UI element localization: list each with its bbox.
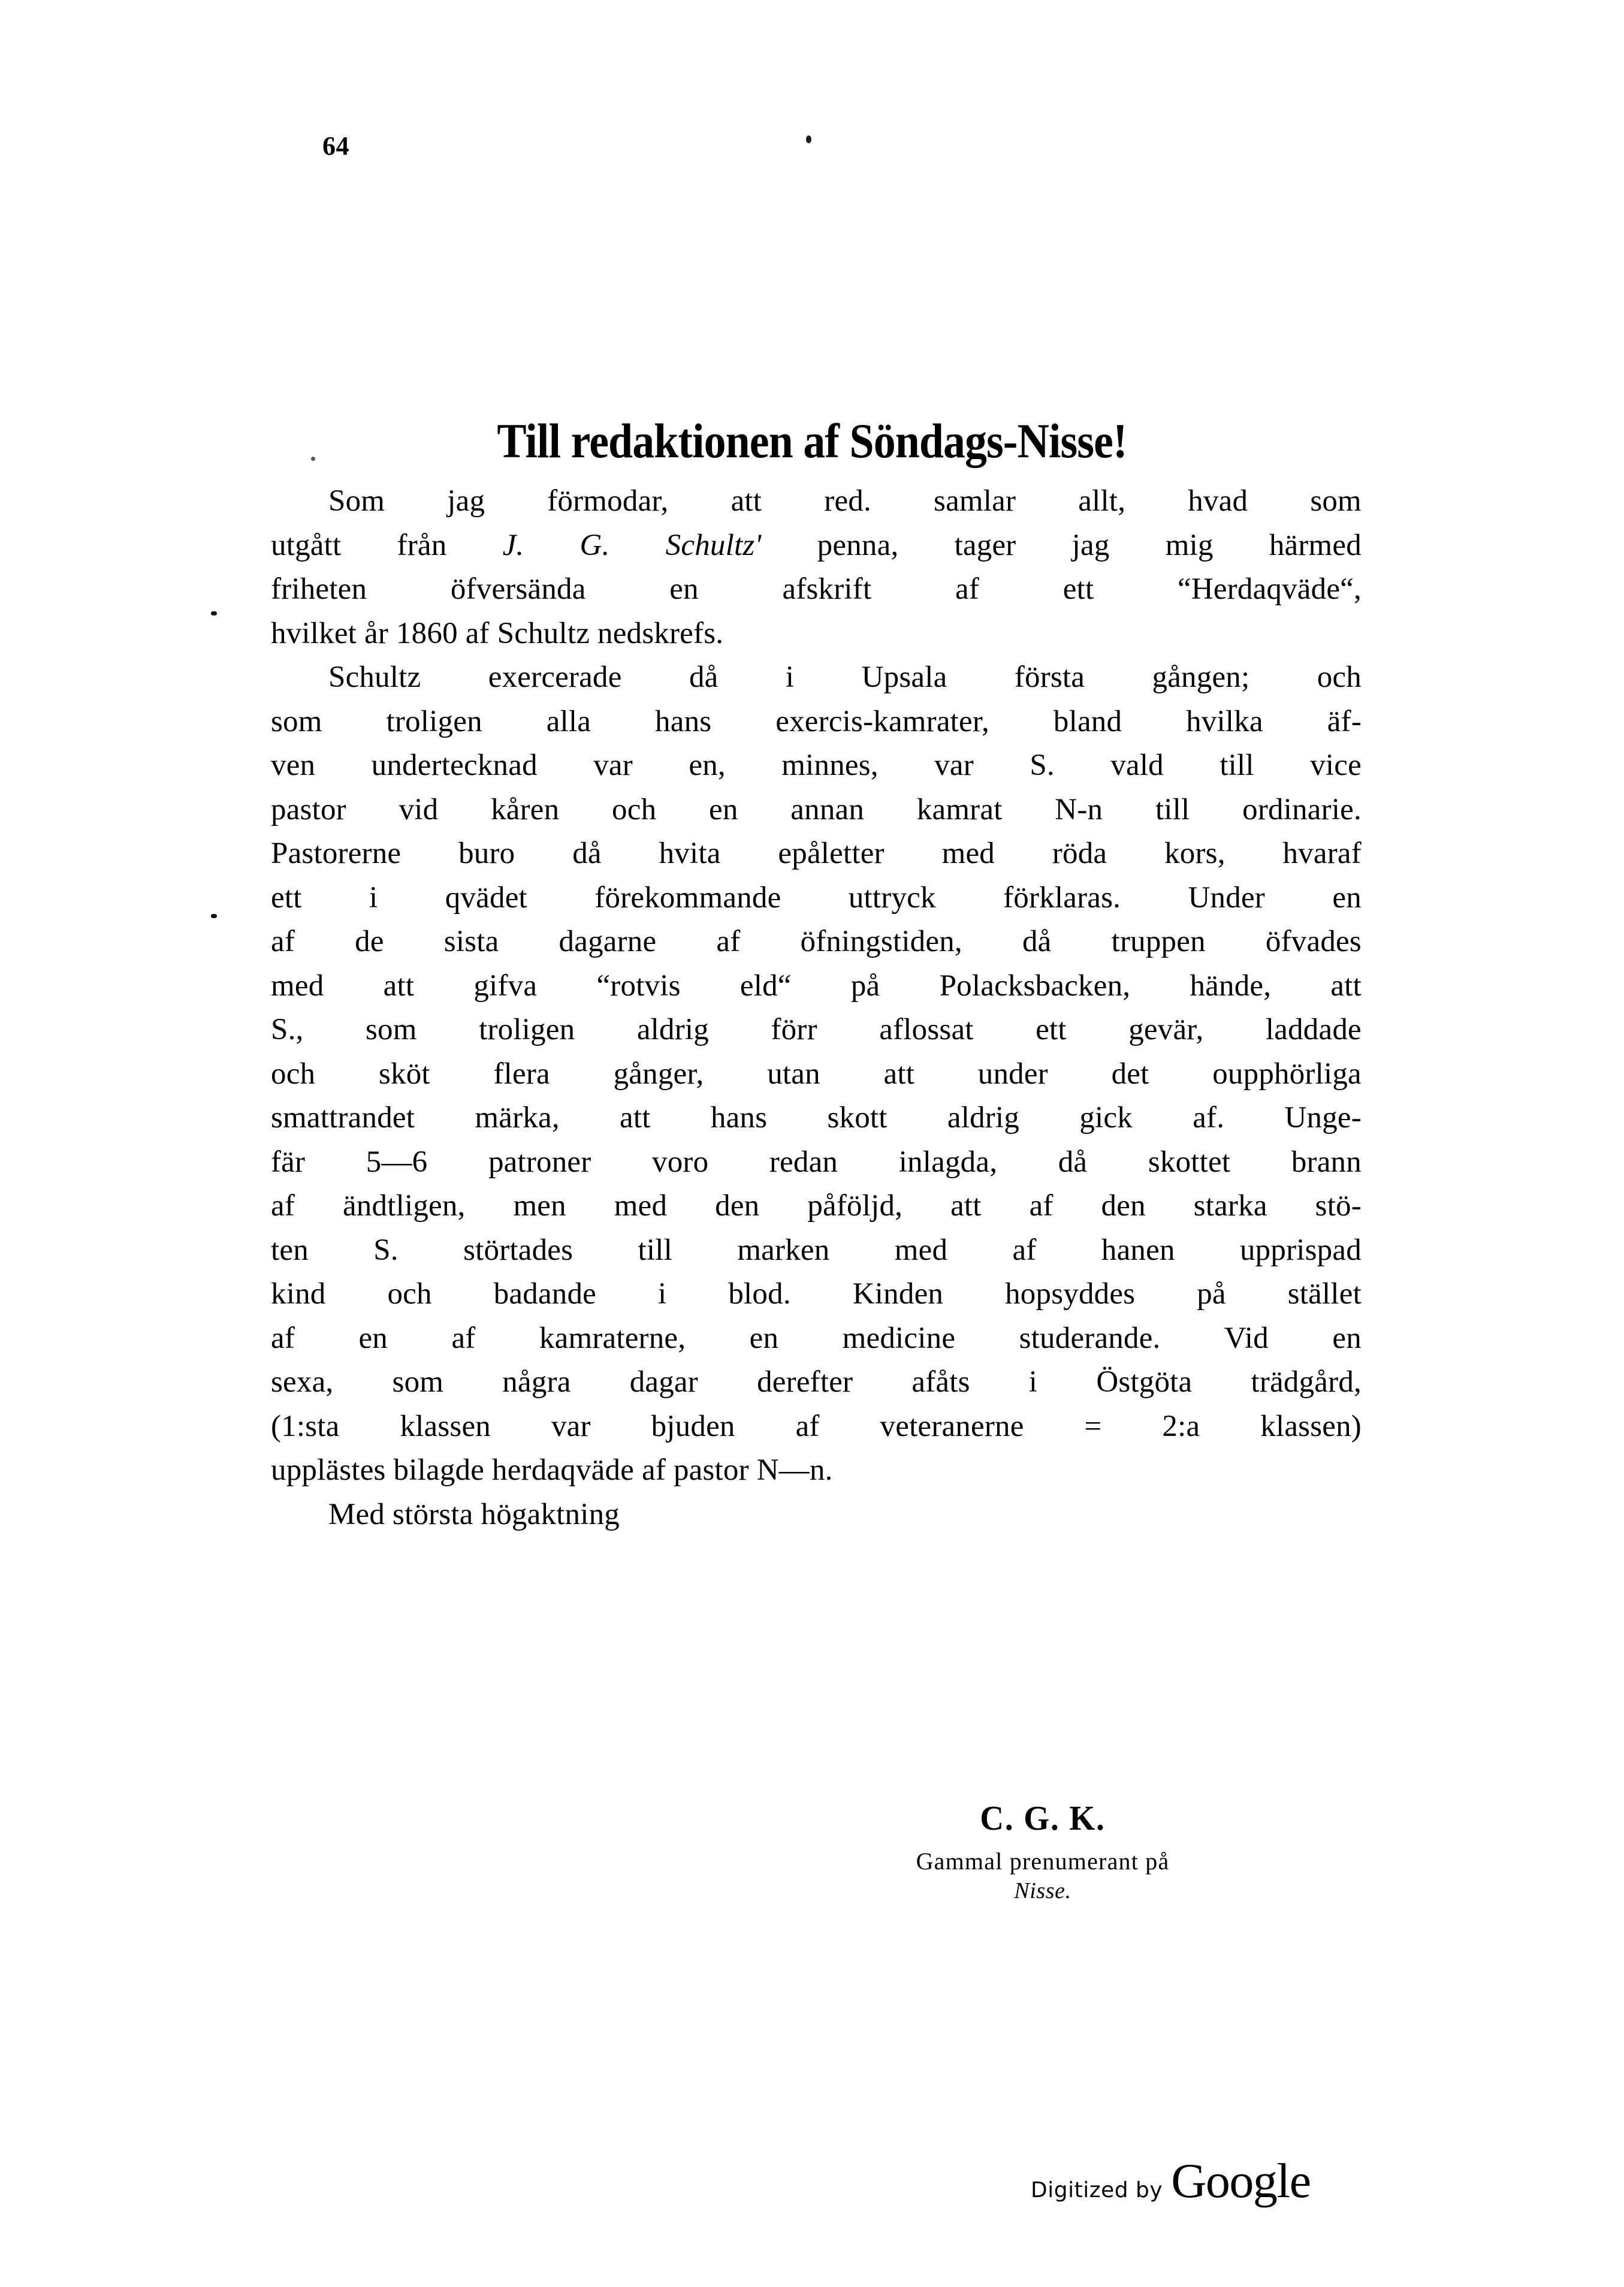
word: patroner: [488, 1145, 591, 1179]
word: det: [1111, 1057, 1149, 1091]
word: qvädet: [445, 880, 527, 915]
word: till: [1219, 749, 1254, 782]
word: (1:sta: [271, 1409, 340, 1443]
word: ett: [1062, 572, 1094, 606]
paragraph: [271, 656, 1362, 1493]
line-content: [271, 920, 1362, 964]
word: var: [551, 1409, 591, 1443]
word: första: [1014, 660, 1085, 694]
word: kamrat: [916, 792, 1003, 826]
word: att: [620, 1101, 651, 1135]
text-line: [271, 1229, 1362, 1273]
word: hvaraf: [1282, 837, 1362, 870]
line-content: [271, 1141, 1362, 1185]
line-content: [271, 1360, 1362, 1405]
word: Kinden: [852, 1277, 944, 1311]
word: på: [850, 968, 880, 1003]
line-content: [271, 1317, 1362, 1361]
word: uttryck: [848, 880, 936, 915]
word: Under: [1188, 880, 1265, 915]
word: Polacksbacken,: [939, 968, 1131, 1003]
word: flera: [493, 1057, 550, 1091]
word: till: [638, 1233, 672, 1267]
word: härmed: [1269, 528, 1362, 562]
line-content: [271, 1052, 1362, 1097]
word: af: [271, 1189, 295, 1223]
text-line: [271, 568, 1362, 612]
word: blod.: [728, 1277, 791, 1311]
word: gånger,: [613, 1057, 704, 1091]
page-title: Till redaktionen af Söndags-Nisse!: [497, 413, 1127, 468]
word: till: [1155, 792, 1190, 826]
word: med: [614, 1189, 668, 1223]
text-line: [271, 1141, 1362, 1185]
word: kamraterne,: [539, 1321, 686, 1355]
word: af: [451, 1321, 476, 1355]
word: marken: [737, 1233, 830, 1267]
word: penna,: [817, 528, 899, 562]
text-line: hvilket år 1860 af Schultz nedskrefs.: [271, 616, 724, 650]
line-content: [271, 1184, 1362, 1229]
word: laddade: [1265, 1013, 1362, 1046]
word: att: [1330, 968, 1362, 1003]
word: hvilka: [1186, 704, 1263, 738]
signature-role: Gammal prenumerant på: [916, 1848, 1170, 1875]
word: i: [785, 660, 795, 694]
word: eld“: [739, 968, 792, 1003]
word: samlar: [934, 484, 1016, 518]
line-content: [271, 568, 1362, 612]
word: troligen: [479, 1013, 575, 1046]
word: som: [365, 1013, 417, 1046]
word: gevär,: [1128, 1013, 1204, 1046]
google-logo: Google: [1171, 2153, 1311, 2208]
word: troligen: [386, 704, 482, 738]
word: med: [894, 1233, 948, 1267]
word: annan: [790, 792, 865, 826]
text-line: Med största högaktning: [328, 1497, 620, 1531]
word: förmodar,: [547, 484, 669, 518]
word: och: [612, 792, 657, 826]
line-content: [271, 1272, 1362, 1317]
paragraph: [271, 479, 1362, 656]
word: som: [271, 704, 322, 738]
word: bland: [1053, 704, 1122, 738]
word: som: [1310, 484, 1362, 518]
word: förklaras.: [1003, 880, 1121, 915]
word: med: [941, 837, 995, 870]
word: fär: [271, 1145, 306, 1179]
word: med: [271, 968, 324, 1003]
word: en: [1332, 1321, 1362, 1355]
word: klassen: [400, 1409, 491, 1443]
word: störtades: [463, 1233, 573, 1267]
word: utan: [767, 1057, 820, 1091]
word: en: [358, 1321, 388, 1355]
text-line: [271, 1405, 1362, 1449]
word: utgått: [271, 528, 342, 562]
word: sexa,: [271, 1365, 334, 1399]
word: alla: [546, 704, 591, 738]
word: jag: [1071, 528, 1110, 562]
digitization-watermark: [1031, 2153, 1311, 2208]
word: förr: [771, 1013, 817, 1046]
text-line: [271, 524, 1362, 568]
word: exercerade: [488, 660, 622, 694]
word: =: [1084, 1409, 1102, 1443]
word: skott: [827, 1101, 888, 1135]
margin-mark-icon: [211, 914, 217, 918]
word: förekommande: [594, 880, 781, 915]
word: “Herdaqväde“,: [1177, 572, 1362, 606]
line-content: [271, 700, 1362, 744]
text-line: [271, 656, 1362, 700]
word: ett: [271, 880, 302, 915]
word: af: [795, 1409, 820, 1443]
word: gången;: [1152, 660, 1250, 694]
word: de: [355, 925, 384, 958]
word: badande: [493, 1277, 597, 1311]
word: Som: [328, 484, 385, 518]
word: J.: [502, 528, 524, 562]
word: en,: [689, 749, 726, 782]
word: en: [709, 792, 738, 826]
word: ett: [1036, 1013, 1067, 1046]
paragraph: [271, 1493, 1362, 1537]
text-line: [271, 1272, 1362, 1317]
line-content: [271, 964, 1362, 1009]
word: sista: [443, 925, 499, 958]
word: Vid: [1224, 1321, 1269, 1355]
word: märka,: [475, 1101, 560, 1135]
word: S.,: [271, 1013, 304, 1046]
text-line: [271, 876, 1362, 921]
word: tager: [954, 528, 1016, 562]
line-content: [271, 744, 1362, 788]
word: den: [715, 1189, 760, 1223]
text-line: [271, 1317, 1362, 1361]
word: vid: [399, 792, 439, 826]
line-content: [271, 832, 1362, 876]
word: afskrift: [782, 572, 872, 606]
word: minnes,: [781, 749, 879, 782]
word: pastor: [271, 792, 346, 826]
word: var: [934, 749, 974, 782]
word: buro: [458, 837, 515, 870]
line-content: [271, 788, 1362, 832]
signature-name: C. G. K.: [980, 1799, 1106, 1838]
word: exercis-kamrater,: [775, 704, 989, 738]
word: epåletter: [778, 837, 885, 870]
word: röda: [1052, 837, 1107, 870]
word: under: [977, 1057, 1048, 1091]
word: då: [572, 837, 602, 870]
text-line: [271, 1008, 1362, 1052]
word: Unge-: [1284, 1101, 1362, 1135]
word: och: [387, 1277, 432, 1311]
watermark-prefix: Digitized by: [1031, 2178, 1163, 2202]
word: äf-: [1327, 704, 1362, 738]
text-line: [271, 1184, 1362, 1229]
word: ändtligen,: [342, 1189, 466, 1223]
word: Schultz': [665, 528, 762, 562]
word: voro: [652, 1145, 709, 1179]
word: inlagda,: [898, 1145, 998, 1179]
word: hans: [710, 1101, 768, 1135]
margin-mark-icon: [211, 611, 217, 616]
word: öfvades: [1265, 925, 1362, 958]
word: hanen: [1101, 1233, 1175, 1267]
word: öfversända: [450, 572, 586, 606]
word: i: [369, 880, 378, 915]
word: “rotvis: [596, 968, 681, 1003]
word: i: [1028, 1365, 1038, 1399]
word: kind: [271, 1277, 326, 1311]
word: var: [593, 749, 633, 782]
text-line: [271, 964, 1362, 1009]
word: att: [883, 1057, 915, 1091]
word: då: [1022, 925, 1052, 958]
word: ven: [271, 749, 316, 782]
word: af: [716, 925, 741, 958]
word: 5—6: [366, 1145, 428, 1179]
word: G.: [579, 528, 610, 562]
word: af: [271, 1321, 295, 1355]
word: en: [749, 1321, 779, 1355]
line-content: [271, 1008, 1362, 1052]
word: oupphörliga: [1212, 1057, 1362, 1091]
word: af: [271, 925, 295, 958]
word: från: [397, 528, 447, 562]
text-line: [271, 744, 1362, 788]
word: och: [1317, 660, 1362, 694]
word: att: [383, 968, 415, 1003]
word: att: [950, 1189, 982, 1223]
word: att: [731, 484, 762, 518]
word: några: [502, 1365, 571, 1399]
word: S.: [1030, 749, 1055, 782]
word: redan: [769, 1145, 838, 1179]
word: friheten: [271, 572, 367, 606]
word: ten: [271, 1233, 309, 1267]
word: brann: [1291, 1145, 1362, 1179]
text-line: [271, 832, 1362, 876]
word: påföljd,: [807, 1189, 903, 1223]
word: starka: [1193, 1189, 1267, 1223]
line-content: [271, 1229, 1362, 1273]
word: af: [955, 572, 980, 606]
word: truppen: [1111, 925, 1206, 958]
word: mig: [1165, 528, 1214, 562]
text-line: [271, 920, 1362, 964]
text-line: upplästes bilagde herdaqväde af pastor N—n.: [271, 1453, 833, 1487]
word: och: [271, 1057, 316, 1091]
text-line: [271, 1096, 1362, 1141]
line-content: [271, 1405, 1362, 1449]
signature-paper: Nisse.: [1014, 1878, 1071, 1903]
article-body: [271, 479, 1362, 1537]
word: som: [392, 1365, 444, 1399]
text-line: [271, 1360, 1362, 1405]
word: Östgöta: [1096, 1365, 1193, 1399]
word: af: [1012, 1233, 1037, 1267]
word: i: [658, 1277, 667, 1311]
signature-block: [719, 1798, 1366, 1905]
text-line: [271, 479, 1362, 524]
word: undertecknad: [371, 749, 538, 782]
line-content: [271, 524, 1362, 568]
word: hopsyddes: [1005, 1277, 1136, 1311]
word: derefter: [757, 1365, 853, 1399]
word: den: [1101, 1189, 1146, 1223]
text-line: [271, 788, 1362, 832]
word: af.: [1193, 1101, 1225, 1135]
word: S.: [373, 1233, 399, 1267]
word: skottet: [1148, 1145, 1231, 1179]
word: hvita: [659, 837, 721, 870]
word: en: [669, 572, 699, 606]
word: red.: [824, 484, 871, 518]
word: veteranerne: [880, 1409, 1024, 1443]
word: bjuden: [651, 1409, 735, 1443]
word: sköt: [378, 1057, 430, 1091]
word: aldrig: [947, 1101, 1020, 1135]
line-content: [328, 479, 1362, 524]
word: kåren: [491, 792, 560, 826]
word: då: [1058, 1145, 1088, 1179]
scan-speck-icon: [806, 135, 811, 143]
word: af: [1029, 1189, 1054, 1223]
word: aflossat: [879, 1013, 974, 1046]
word: öfningstiden,: [800, 925, 962, 958]
word: allt,: [1078, 484, 1126, 518]
word: gifva: [473, 968, 538, 1003]
text-line: [271, 700, 1362, 744]
word: vice: [1310, 749, 1362, 782]
word: upprispad: [1239, 1233, 1362, 1267]
word: smattrandet: [271, 1101, 415, 1135]
word: jag: [447, 484, 485, 518]
word: men: [513, 1189, 566, 1223]
word: hans: [655, 704, 712, 738]
word: aldrig: [636, 1013, 709, 1046]
word: trädgård,: [1251, 1365, 1362, 1399]
word: vald: [1110, 749, 1164, 782]
word: dagar: [629, 1365, 698, 1399]
word: klassen): [1260, 1409, 1362, 1443]
text-line: [271, 1052, 1362, 1097]
word: afåts: [911, 1365, 970, 1399]
line-content: [328, 656, 1362, 700]
word: medicine: [842, 1321, 956, 1355]
word: Pastorerne: [271, 837, 402, 870]
line-content: [271, 1096, 1362, 1141]
line-content: [271, 876, 1362, 921]
word: gick: [1079, 1101, 1133, 1135]
word: Schultz: [328, 660, 421, 694]
word: 2:a: [1162, 1409, 1200, 1443]
word: N-n: [1055, 792, 1103, 826]
word: dagarne: [559, 925, 657, 958]
word: kors,: [1164, 837, 1225, 870]
word: Upsala: [861, 660, 947, 694]
word: studerande.: [1019, 1321, 1161, 1355]
word: stället: [1287, 1277, 1362, 1311]
word: en: [1332, 880, 1362, 915]
page-number: 64: [322, 131, 349, 161]
word: på: [1197, 1277, 1226, 1311]
word: hvad: [1188, 484, 1248, 518]
word: ordinarie.: [1242, 792, 1362, 826]
word: stö-: [1315, 1189, 1362, 1223]
word: hände,: [1190, 968, 1272, 1003]
word: då: [689, 660, 719, 694]
